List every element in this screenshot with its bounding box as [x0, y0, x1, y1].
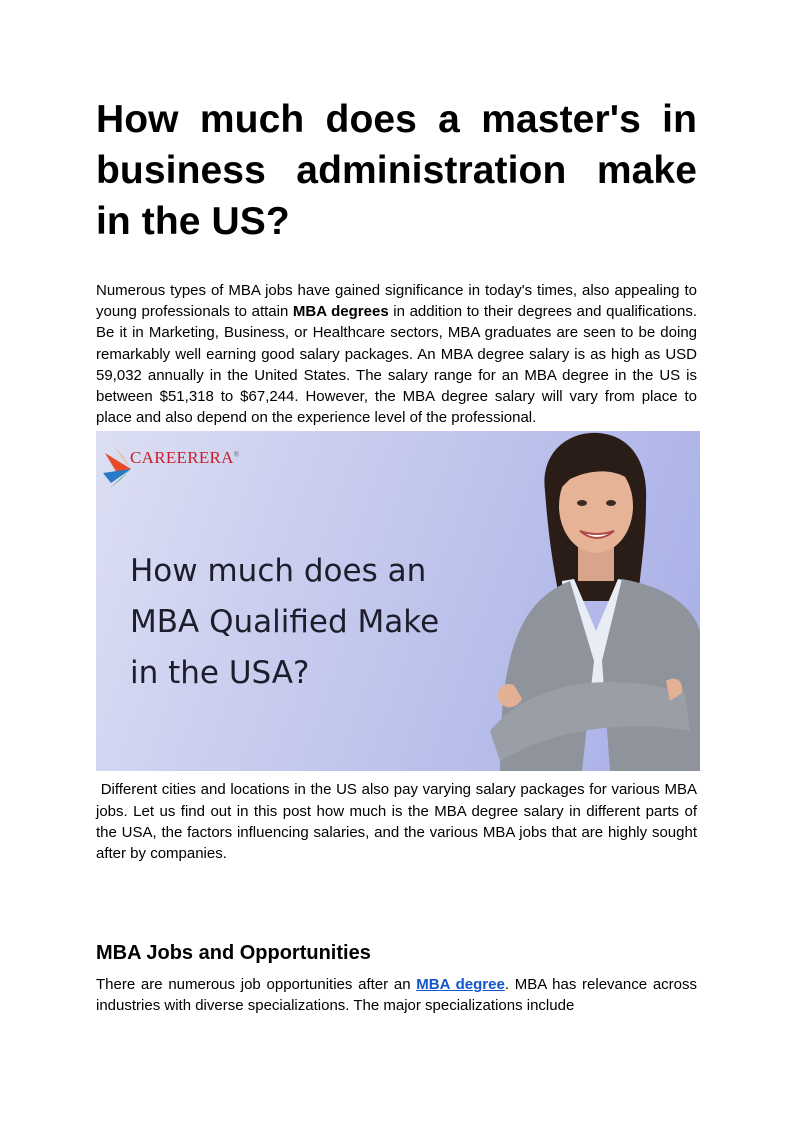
- after-banner-paragraph: Different cities and locations in the US also pay varying salary packages for various MBA jobs. Let us find out in this post how much is the MBA degree salary in different parts of the USA, the factors influencing salaries, and the various MBA jobs that are highly sought after by companies.: [96, 781, 702, 863]
- section-heading: MBA Jobs and Opportunities: [96, 942, 371, 965]
- banner-heading-line: in the USA?: [130, 655, 310, 692]
- intro-paragraph: [96, 280, 697, 428]
- section-text-before: There are numerous job opportunities after an: [96, 976, 417, 994]
- intro-text-after: in addition to their degrees and qualifications. Be it in Marketing, Business, or Healthcare sectors, MBA graduates are seen to be doing remarkably well earning good salary packages. An MBA degree salary is as high as USD 59,032 annually in the United States. The salary range for an MBA degree in the US is between $51,318 to $67,244. However, the MBA degree salary will vary from place to place and also depend on the experience level of the professional.: [96, 303, 697, 427]
- page-title: How much does a master's in business administration make in the US?: [96, 98, 697, 243]
- logo-text: CAREERERA®: [130, 448, 240, 468]
- intro-text-before: Numerous types of MBA jobs have gained significance in today's times, also appealing to young professionals to attain: [96, 282, 697, 321]
- banner-heading-line: How much does an: [130, 553, 427, 590]
- banner-heading-line: MBA Qualified Make: [130, 604, 440, 641]
- article: [96, 94, 702, 1017]
- businesswoman-photo: [470, 431, 700, 771]
- banner-image: [96, 431, 700, 771]
- intro-bold-mba-degrees: MBA degrees: [292, 303, 389, 321]
- section-text-after: . MBA has relevance across industries with diverse specializations. The major specializations include: [96, 976, 697, 1015]
- mba-degree-link[interactable]: MBA degree: [416, 976, 505, 994]
- section-paragraph: [96, 974, 697, 1016]
